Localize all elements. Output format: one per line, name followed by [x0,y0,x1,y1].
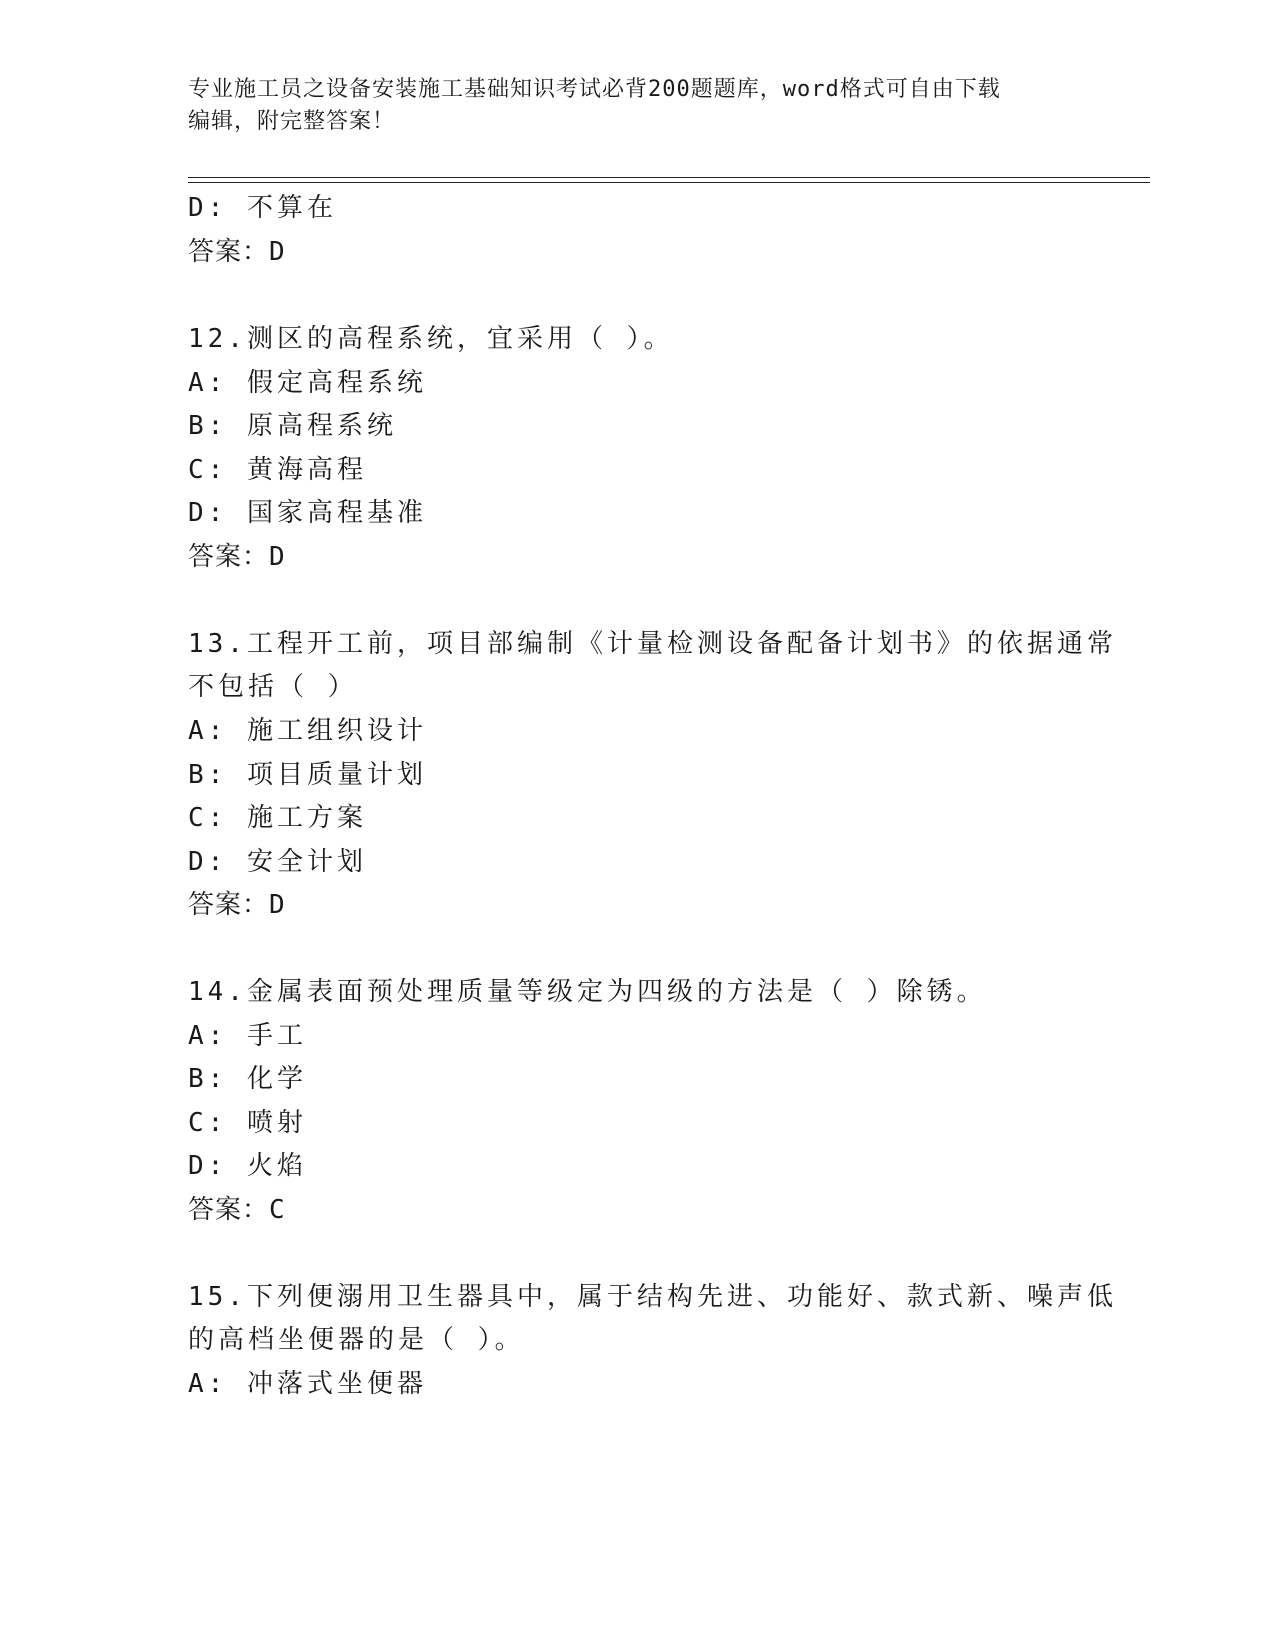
q12-stem: 12.测区的高程系统，宜采用（ ）。 [188,324,674,354]
q13-option-c: C: 施工方案 [188,803,367,833]
q13-option-d: D: 安全计划 [188,847,367,877]
q15-stem-line-1: 15.下列便溺用卫生器具中，属于结构先进、功能好、款式新、噪声低 [188,1282,1117,1312]
q14-option-c: C: 喷射 [188,1108,307,1138]
q15-option-a: A: 冲落式坐便器 [188,1369,427,1399]
header-divider-top [188,177,1150,178]
q12-answer: 答案：D [188,542,286,572]
q13-option-a: A: 施工组织设计 [188,716,427,746]
prev-option-d: D: 不算在 [188,193,337,223]
document-header [188,74,1078,138]
q12-option-d: D: 国家高程基准 [188,498,427,528]
q13-stem-line-2: 不包括（ ） [188,672,358,702]
header-line-1: 专业施工员之设备安装施工基础知识考试必背200题题库，word格式可自由下载 [188,77,1001,102]
q13-answer: 答案：D [188,890,286,920]
header-line-2: 编辑，附完整答案！ [188,109,396,134]
header-divider-bottom [188,182,1150,183]
q13-option-b: B: 项目质量计划 [188,760,427,790]
q14-option-d: D: 火焰 [188,1151,307,1181]
q12-option-a: A: 假定高程系统 [188,368,427,398]
q14-option-b: B: 化学 [188,1064,307,1094]
q14-stem: 14.金属表面预处理质量等级定为四级的方法是（ ）除锈。 [188,977,987,1007]
prev-answer: 答案：D [188,237,286,267]
q14-answer: 答案：C [188,1195,286,1225]
q12-option-c: C: 黄海高程 [188,455,367,485]
q14-option-a: A: 手工 [188,1021,307,1051]
q13-stem-line-1: 13.工程开工前，项目部编制《计量检测设备配备计划书》的依据通常 [188,629,1117,659]
q15-stem-line-2: 的高档坐便器的是（ ）。 [188,1325,525,1355]
q12-option-b: B: 原高程系统 [188,411,397,441]
